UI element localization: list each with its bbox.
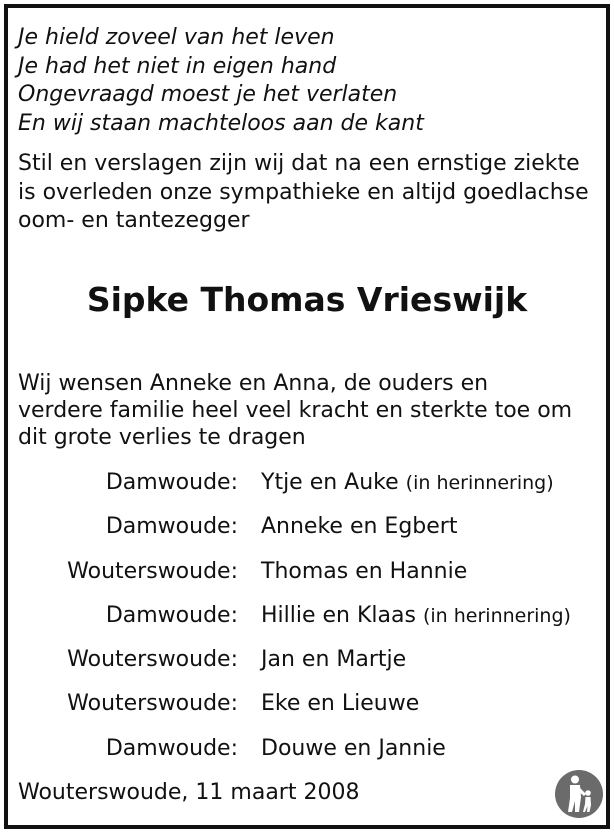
- person-with-child-icon: [555, 770, 603, 818]
- family-member-names: Anneke en Egbert: [261, 514, 458, 539]
- family-place: Wouterswoude:: [67, 559, 238, 584]
- family-place: Damwoude:: [105, 736, 238, 761]
- family-row: [0, 645, 614, 675]
- family-names: [261, 512, 457, 542]
- intro-text: [18, 150, 589, 236]
- family-member-names: Hillie en Klaas: [261, 603, 416, 628]
- family-row: [0, 601, 614, 631]
- family-names: [261, 689, 419, 719]
- family-member-names: Eke en Lieuwe: [261, 691, 420, 716]
- intro-line: is overleden onze sympathieke en altijd goedlachse: [18, 179, 589, 205]
- family-note: (in herinnering): [422, 605, 571, 627]
- family-member-names: Thomas en Hannie: [261, 559, 468, 584]
- family-row: [0, 689, 614, 719]
- family-place: Damwoude:: [105, 603, 238, 628]
- family-names: [261, 557, 467, 587]
- poem-line: Je had het niet in eigen hand: [18, 53, 337, 79]
- family-note: (in herinnering): [405, 472, 554, 494]
- family-row: [0, 512, 614, 542]
- family-place: Wouterswoude:: [67, 691, 238, 716]
- family-names: [261, 734, 446, 764]
- family-member-names: Douwe en Jannie: [261, 736, 446, 761]
- family-member-names: Ytje en Auke: [261, 470, 399, 495]
- intro-line: Stil en verslagen zijn wij dat na een ernstige ziekte: [18, 151, 580, 176]
- intro-line: oom- en tantezegger: [18, 208, 250, 233]
- poem-line: Ongevraagd moest je het verlaten: [18, 82, 398, 107]
- family-place: Wouterswoude:: [67, 647, 238, 672]
- wish-line: dit grote verlies te dragen: [18, 425, 306, 450]
- poem: [18, 24, 424, 138]
- family-names: [261, 468, 554, 498]
- poem-line: En wij staan machteloos aan de kant: [18, 110, 424, 136]
- wish-line: verdere familie heel veel kracht en sterkte toe om: [18, 398, 573, 423]
- wish-text: [18, 370, 572, 451]
- family-row: [0, 734, 614, 764]
- family-names: [261, 601, 571, 631]
- poem-line: Je hield zoveel van het leven: [18, 25, 335, 50]
- family-member-names: Jan en Martje: [261, 647, 407, 672]
- place-and-date: Wouterswoude, 11 maart 2008: [18, 780, 360, 805]
- deceased-name: Sipke Thomas Vrieswijk: [86, 280, 528, 319]
- wish-line: Wij wensen Anneke en Anna, de ouders en: [18, 371, 489, 396]
- family-place: Damwoude:: [105, 470, 238, 495]
- family-place: Damwoude:: [105, 514, 238, 539]
- family-names: [261, 645, 406, 675]
- family-row: [0, 557, 614, 587]
- family-row: [0, 468, 614, 498]
